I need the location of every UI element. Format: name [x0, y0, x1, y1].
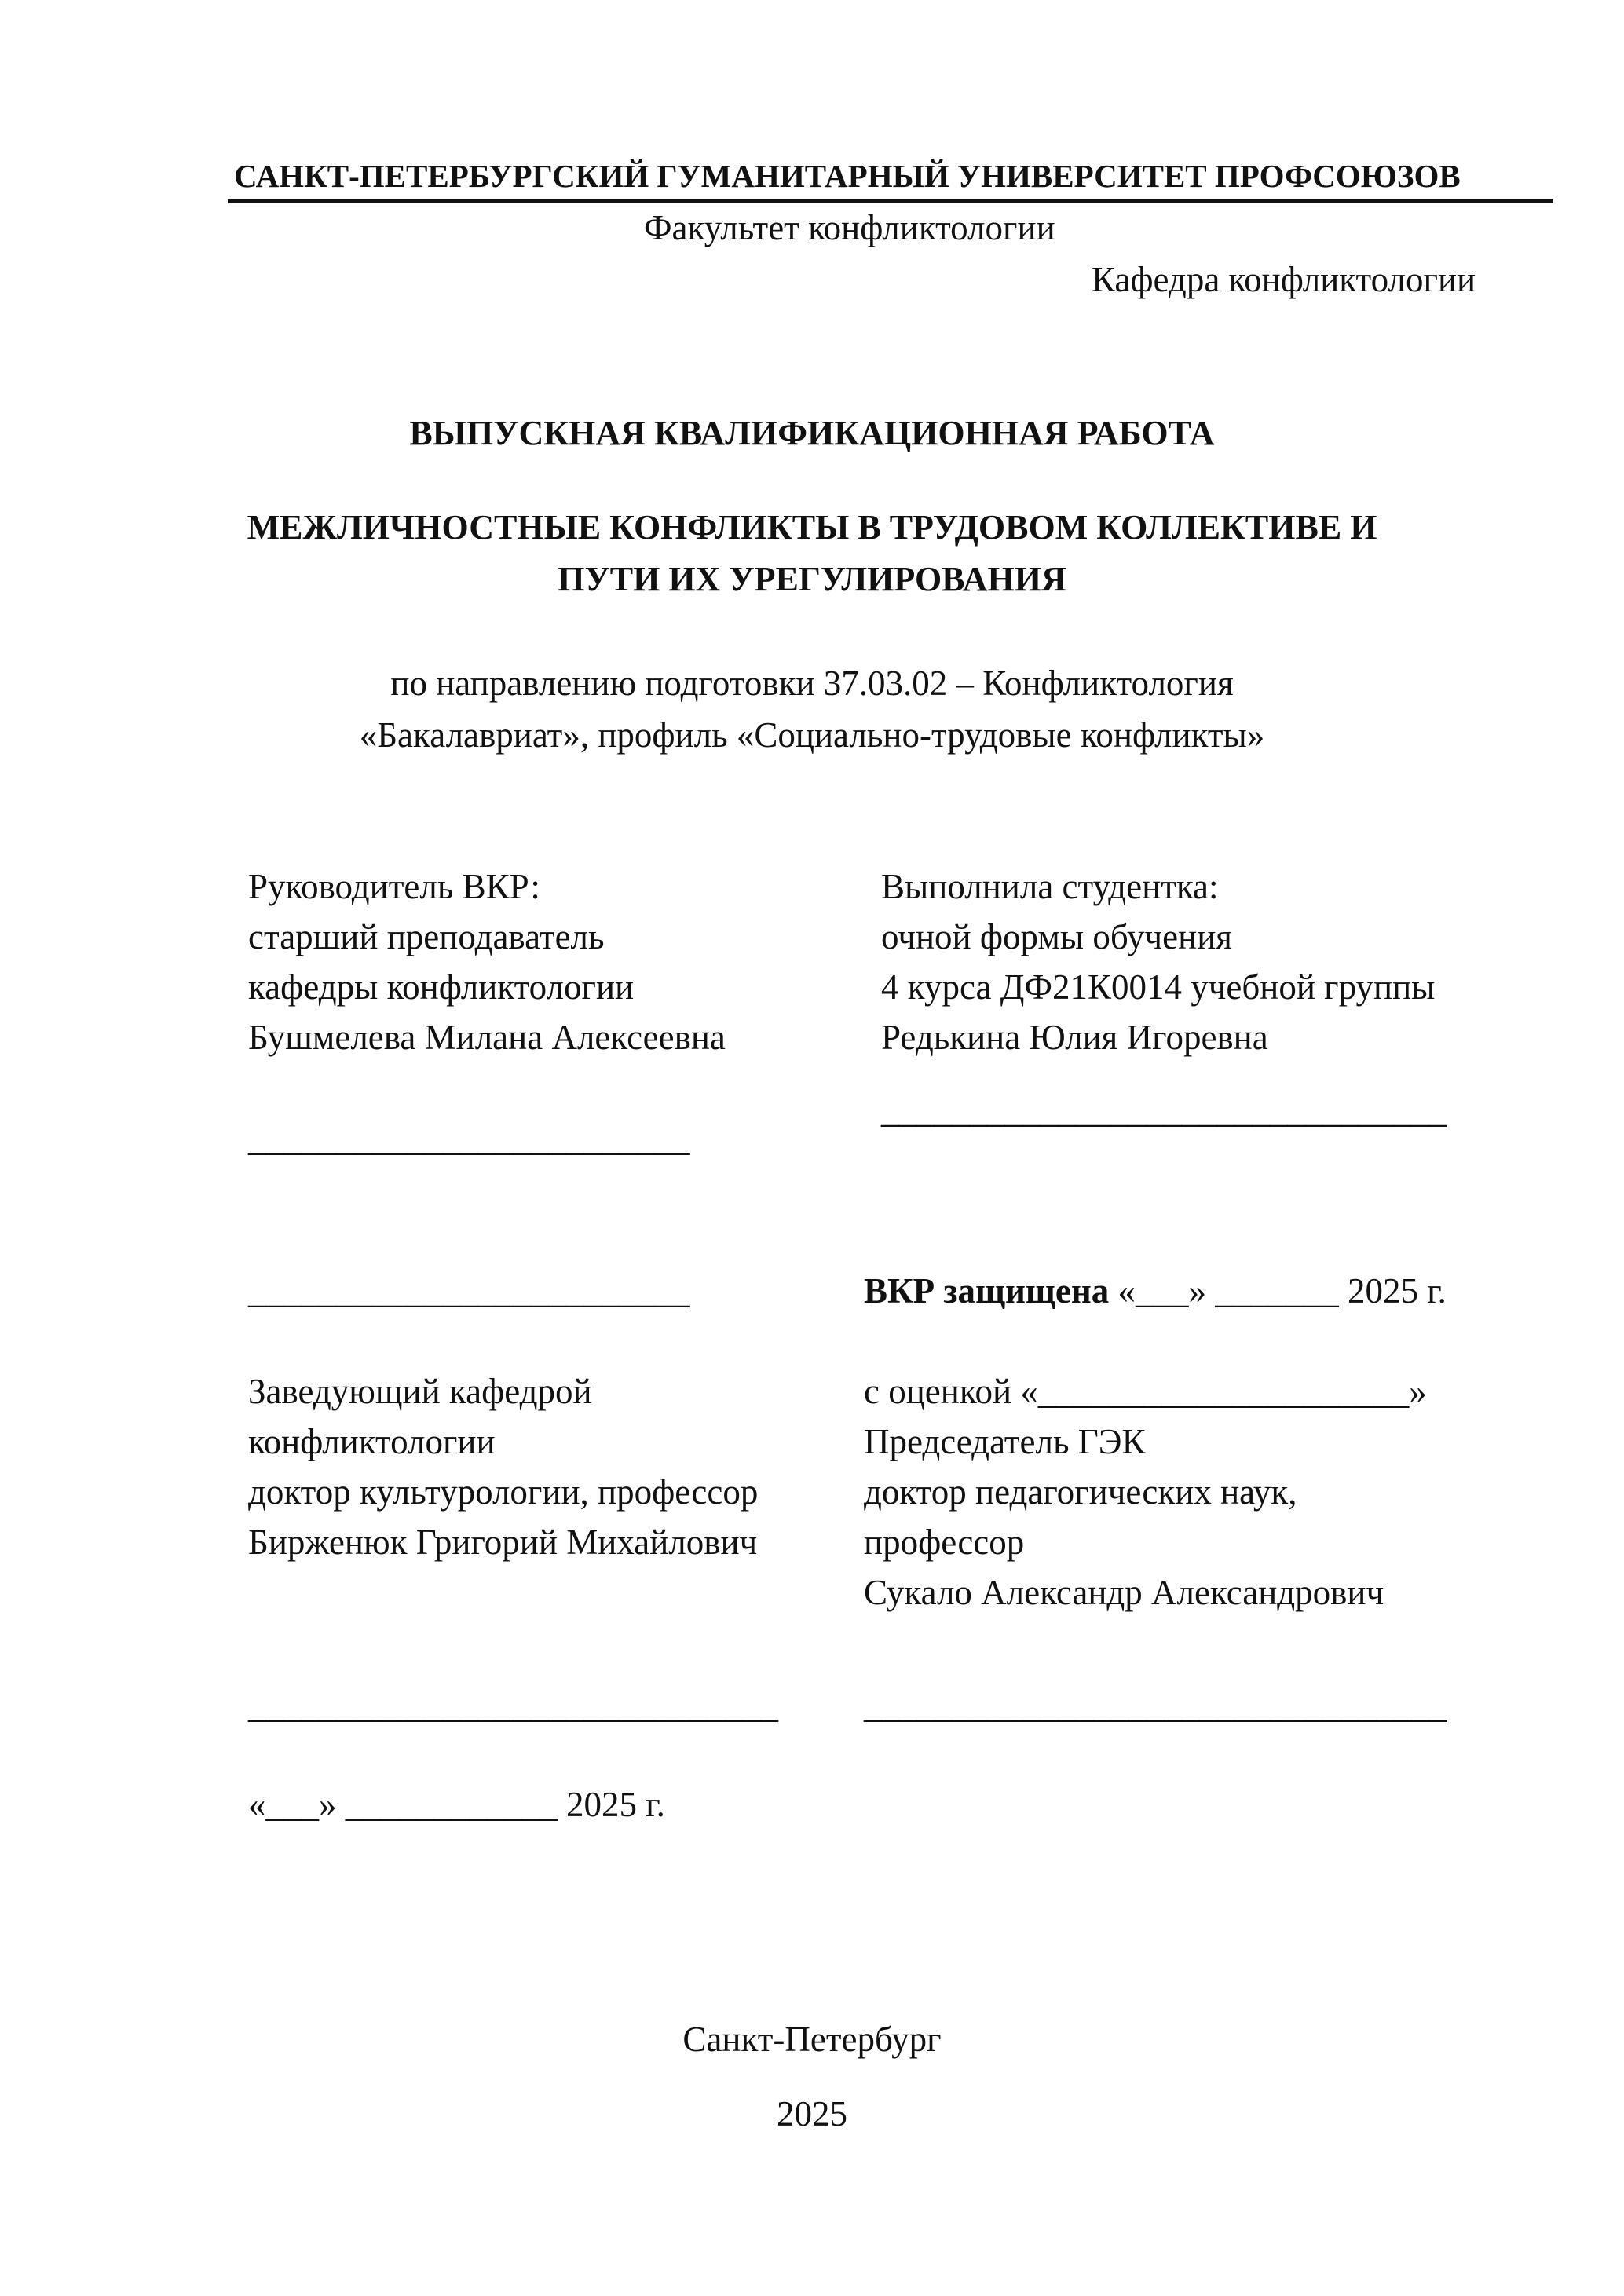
student-group: 4 курса ДФ21К0014 учебной группы — [881, 967, 1436, 1007]
commission-block — [864, 1366, 1427, 1618]
head-role: Заведующий кафедрой — [248, 1372, 592, 1411]
faculty-name: Факультет конфликтологии — [644, 208, 1055, 247]
grade-line: с оценкой «_____________________» — [864, 1372, 1427, 1411]
commission-name: Сукало Александр Александрович — [864, 1573, 1384, 1612]
work-type-heading: ВЫПУСКНАЯ КВАЛИФИКАЦИОННАЯ РАБОТА — [409, 414, 1215, 452]
department-name: Кафедра конфликтологии — [1092, 260, 1476, 299]
student-role: Выполнила студентка: — [881, 867, 1219, 906]
commission-role: Председатель ГЭК — [864, 1422, 1146, 1461]
student-form: очной формы обучения — [881, 917, 1232, 956]
commission-degree: доктор педагогических наук, — [864, 1472, 1297, 1512]
defense-date: «___» _______ 2025 г. — [1117, 1271, 1447, 1311]
left-signature-line: _________________________ — [248, 1271, 690, 1311]
thesis-title-line-1: МЕЖЛИЧНОСТНЫЕ КОНФЛИКТЫ В ТРУДОВОМ КОЛЛЕКТИВЕ И — [247, 508, 1377, 547]
supervisor-signature-line: _________________________ — [248, 1119, 690, 1158]
student-name: Редькина Юлия Игоревна — [881, 1018, 1268, 1057]
head-name: Бирженюк Григорий Михайлович — [248, 1523, 758, 1562]
supervisor-block — [248, 861, 726, 1062]
thesis-title-line-2: ПУТИ ИХ УРЕГУЛИРОВАНИЯ — [558, 560, 1066, 598]
commission-title: профессор — [864, 1523, 1025, 1562]
commission-signature-line: _________________________________ — [864, 1686, 1447, 1725]
head-of-department-block — [248, 1366, 758, 1567]
head-department: конфликтологии — [248, 1422, 496, 1461]
footer-city: Санкт-Петербург — [682, 2020, 942, 2059]
supervisor-department: кафедры конфликтологии — [248, 967, 635, 1007]
direction-line-2: «Бакалавриат», профиль «Социально-трудовые конфликты» — [359, 715, 1265, 755]
head-degree: доктор культурологии, профессор — [248, 1472, 759, 1512]
university-name: САНКТ-ПЕТЕРБУРГСКИЙ ГУМАНИТАРНЫЙ УНИВЕРСИТЕТ ПРОФСОЮЗОВ — [234, 158, 1461, 194]
defense-line — [864, 1266, 1447, 1316]
student-signature-line: ________________________________ — [881, 1091, 1447, 1130]
direction-line-1: по направлению подготовки 37.03.02 – Конфликтология — [390, 664, 1234, 703]
head-signature-line: ______________________________ — [248, 1686, 778, 1725]
bottom-date-line: «___» ____________ 2025 г. — [248, 1785, 665, 1824]
supervisor-name: Бушмелева Милана Алексеевна — [248, 1018, 726, 1057]
footer-year: 2025 — [777, 2094, 847, 2133]
defense-label: ВКР защищена — [864, 1271, 1110, 1311]
supervisor-position: старший преподаватель — [248, 917, 605, 956]
student-block — [881, 861, 1435, 1062]
supervisor-role: Руководитель ВКР: — [248, 867, 540, 906]
